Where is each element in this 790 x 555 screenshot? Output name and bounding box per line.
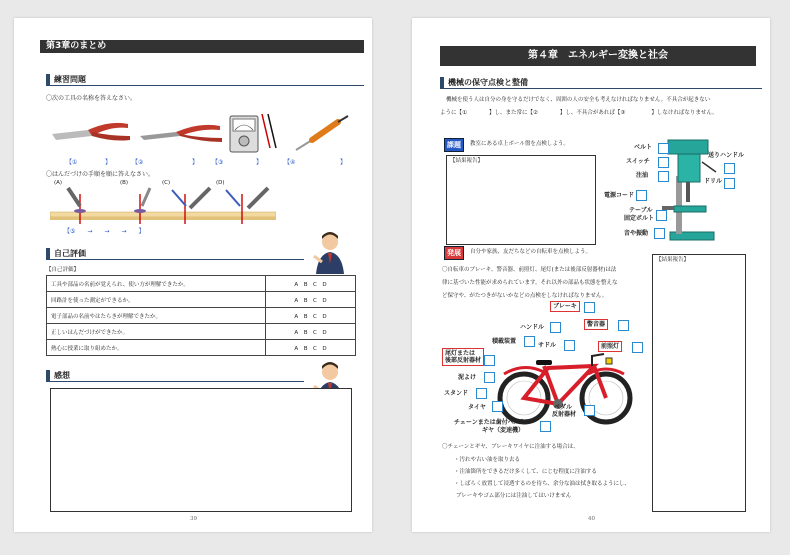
soldering-steps-illustration: [50, 186, 276, 226]
multimeter-icon: [230, 114, 276, 152]
intro-line-2: ように【① 】し、また常に【② 】し、不具合があれば【③ 】しなければなりません。: [440, 110, 718, 116]
drill-label-drill: ドリル: [704, 178, 723, 185]
tool-blank-2-close: 】: [192, 159, 199, 166]
impressions-heading: 感想: [46, 370, 304, 382]
checkbox-bell[interactable]: [618, 320, 629, 331]
advanced-text: 自分や家族、友だちなどの自転車を点検しよう。: [470, 249, 592, 255]
checkbox-sound[interactable]: [654, 228, 665, 239]
bike-label-handle: ハンドル: [520, 324, 545, 331]
bullet-4: ブレーキやゴム部分には注油してはいけません: [456, 493, 572, 499]
grade-options[interactable]: A B C D: [266, 308, 356, 324]
checkbox-table[interactable]: [656, 210, 667, 221]
step-label-c: (C): [162, 180, 171, 186]
advanced-result-box[interactable]: [652, 254, 746, 512]
practice-heading: 練習問題: [46, 74, 364, 86]
checkbox-feed-handle[interactable]: [724, 163, 735, 174]
drill-label-sound: 音や振動: [624, 230, 649, 237]
bullet-3: ・しばらく放置して浸透するのを待ち、余分な油は拭き取るようにし、: [454, 481, 631, 487]
checkbox-tire[interactable]: [492, 401, 503, 412]
checkbox-headlight[interactable]: [632, 342, 643, 353]
drill-label-belt: ベルト: [634, 144, 653, 151]
impressions-textarea[interactable]: [50, 388, 352, 512]
checkbox-belt[interactable]: [658, 143, 669, 154]
step-label-b: (B): [120, 180, 129, 186]
drill-label-bolt: 固定ボルト: [624, 215, 655, 222]
tool-blank-2-open: 【②: [132, 159, 144, 166]
law-line-2: 律に基づいた性能が求められています。それ以外の部品も状態を整えな: [442, 280, 618, 286]
chapter-summary-bar: 第3章のまとめ: [40, 40, 364, 53]
bike-label-headlight: 前照灯: [598, 341, 622, 352]
law-line-3: ど保守や、がたつきがないかなどの点検をしなければなりません。: [442, 293, 608, 299]
checkbox-oil[interactable]: [658, 171, 669, 182]
step-label-a: (A): [54, 180, 63, 186]
order-answer: 【⑤ → → → 】: [64, 228, 145, 235]
bike-label-carrier: 積載装置: [492, 338, 517, 345]
question-2: 〇はんだづけの手順を順に答えなさい。: [46, 171, 155, 178]
task-result-box[interactable]: [446, 155, 596, 245]
checkbox-switch[interactable]: [658, 157, 669, 168]
checkbox-cord[interactable]: [636, 190, 647, 201]
bike-label-chain: チェーンまたは歯付ベルト: [454, 419, 526, 426]
result-label-2: 【結果報告】: [656, 257, 690, 263]
bullet-1: ・汚れや古い油を取り去る: [454, 457, 521, 463]
self-eval-label: 【自己評価】: [46, 267, 80, 273]
table-row: [47, 308, 356, 324]
checkbox-brake[interactable]: [584, 302, 595, 313]
tool-blank-4-close: 】: [340, 159, 347, 166]
teacher-icon: [308, 228, 348, 276]
bike-label-gear: ギヤ（変速機）: [482, 427, 525, 434]
checkbox-chain[interactable]: [540, 421, 551, 432]
self-eval-table: [46, 275, 356, 356]
eval-item: 熱心に授業に取り組めたか。: [47, 340, 266, 356]
page-number-left: 39: [190, 516, 197, 522]
bike-label-reflector: 反射器材: [552, 411, 577, 418]
tool-blank-1-open: 【①: [66, 159, 78, 166]
drill-label-switch: スイッチ: [626, 158, 650, 165]
checkbox-tail[interactable]: [484, 355, 495, 366]
tool-blank-3-close: 】: [256, 159, 263, 166]
checkbox-saddle[interactable]: [564, 340, 575, 351]
drill-label-cord: 電源コード: [604, 192, 635, 199]
bike-label-mudguard: 泥よけ: [458, 374, 477, 381]
left-page: [14, 18, 372, 532]
pliers-1-icon: [52, 123, 130, 141]
tool-blank-4-open: 【④: [284, 159, 296, 166]
soldering-iron-icon: [296, 116, 348, 150]
table-row: [47, 276, 356, 292]
bike-label-tire: タイヤ: [468, 404, 486, 411]
chapter-4-title-bar: 第４章 エネルギー変換と社会: [440, 46, 756, 66]
checkbox-handle[interactable]: [550, 322, 561, 333]
eval-item: 電子部品の名前やはたらきが理解できたか。: [47, 308, 266, 324]
pliers-2-icon: [140, 125, 222, 142]
bike-label-pedal: ペダル: [554, 404, 573, 411]
tool-blank-3-open: 【③: [212, 159, 224, 166]
bullet-2: ・注油箇所をできるだけ多くして、にじむ程度に注油する: [454, 469, 597, 475]
bike-label-stand: スタンド: [444, 390, 469, 397]
bike-label-saddle: サドル: [538, 342, 557, 349]
advanced-tag: 発展: [444, 246, 464, 260]
table-row: [47, 340, 356, 356]
right-page: [412, 18, 770, 532]
table-row: [47, 292, 356, 308]
task-text: 教室にある卓上ボール盤を点検しよう。: [470, 141, 569, 147]
maintenance-heading: 機械の保守点検と整備: [440, 77, 762, 89]
self-eval-heading: 自己評価: [46, 248, 304, 260]
bike-label-brake: ブレーキ: [550, 301, 580, 312]
checkbox-drill[interactable]: [724, 178, 735, 189]
question-1: 〇次の工具の名称を答えなさい。: [46, 95, 137, 102]
bike-label-bell: 警音器: [584, 319, 608, 330]
grade-options[interactable]: A B C D: [266, 340, 356, 356]
tool-blank-1-close: 】: [105, 159, 112, 166]
eval-item: 工具や部品の名前が覚えられ、使い方が理解できたか。: [47, 276, 266, 292]
checkbox-pedal[interactable]: [584, 405, 595, 416]
drill-label-table: テーブル: [629, 207, 653, 214]
eval-item: 回路計を使った測定ができるか。: [47, 292, 266, 308]
bike-label-tail: 尾灯または 後部反射器材: [442, 348, 484, 366]
grade-options[interactable]: A B C D: [266, 292, 356, 308]
tools-illustration: [48, 110, 358, 158]
intro-line-1: 機械を使う人は自分の身を守るだけでなく、周囲の人の安全も考えなければなりません。不具合が起きない: [446, 97, 711, 103]
drill-label-feed-handle: 送りハンドル: [708, 152, 745, 159]
checkbox-stand[interactable]: [476, 388, 487, 399]
grade-options[interactable]: A B C D: [266, 324, 356, 340]
result-label: 【結果報告】: [450, 158, 484, 164]
task-tag: 課題: [444, 138, 464, 152]
drill-label-oil: 注油: [636, 172, 649, 179]
law-line-1: 〇自転車のブレーキ、警音器、前照灯、尾灯(または後部反射器材)は法: [442, 267, 617, 273]
page-number-right: 40: [588, 516, 595, 522]
chain-note: 〇チェーンとギヤ、ブレーキワイヤに注油する場合は、: [442, 444, 579, 450]
checkbox-mudguard[interactable]: [484, 372, 495, 383]
grade-options[interactable]: A B C D: [266, 276, 356, 292]
table-row: [47, 324, 356, 340]
step-label-d: (D): [216, 180, 225, 186]
eval-item: 正しいはんだづけができたか。: [47, 324, 266, 340]
checkbox-carrier[interactable]: [524, 336, 535, 347]
